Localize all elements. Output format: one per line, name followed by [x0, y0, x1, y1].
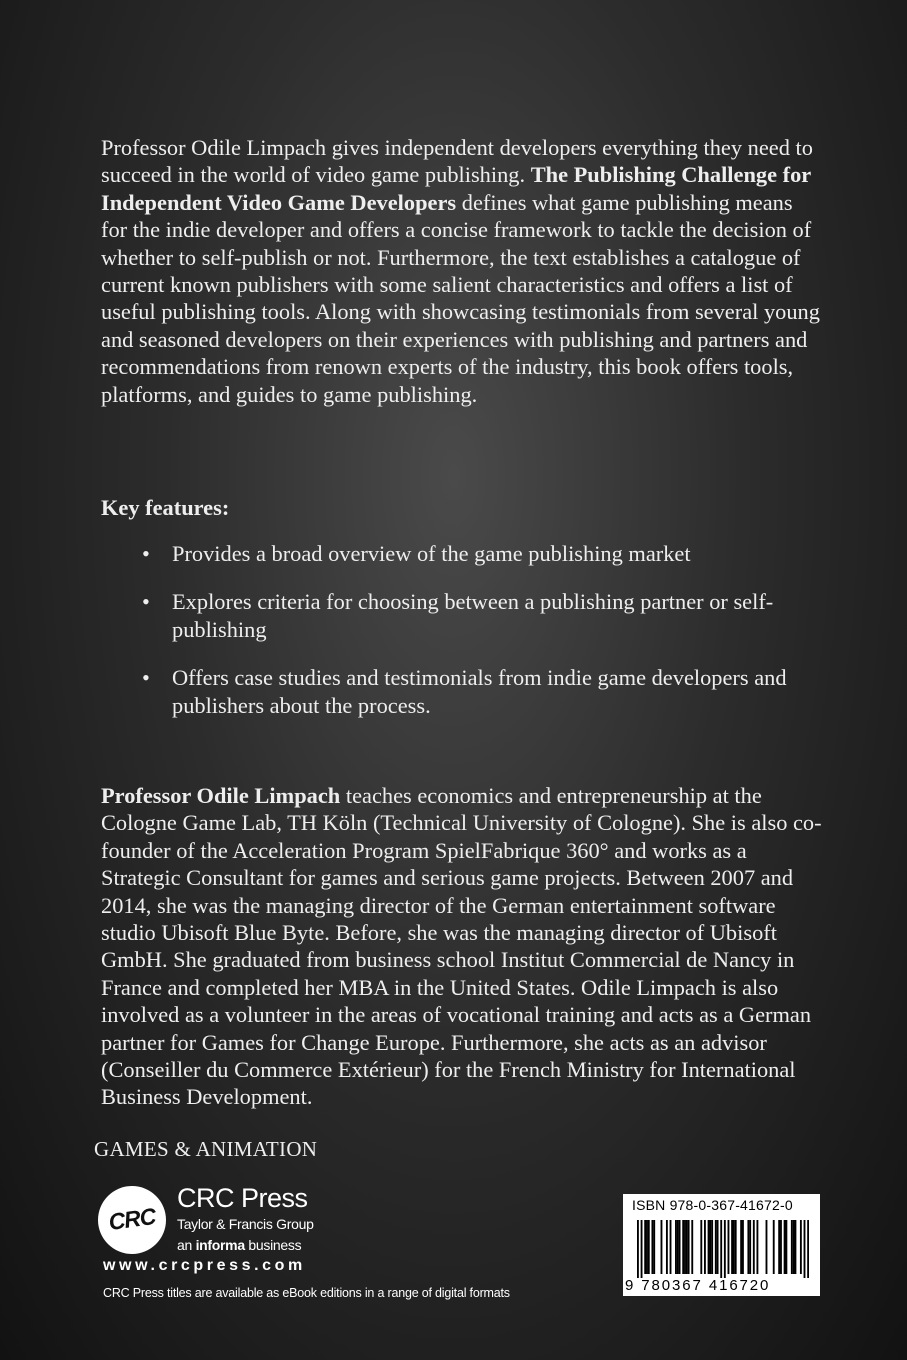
barcode-bar — [670, 1220, 672, 1274]
barcode-bar — [735, 1220, 737, 1274]
barcode-bar — [753, 1220, 755, 1274]
barcode-bar — [778, 1220, 780, 1274]
barcode-bar — [724, 1220, 726, 1278]
feature-text: Offers case studies and testimonials from indie game developers and publishers about the process. — [172, 665, 787, 718]
barcode-bar — [661, 1220, 663, 1274]
barcode-bar — [677, 1220, 679, 1274]
crc-logo — [98, 1186, 166, 1254]
barcode-bar — [686, 1220, 688, 1274]
barcode-bar — [807, 1220, 809, 1278]
barcode-bar — [795, 1220, 797, 1274]
barcode-bars — [637, 1220, 809, 1278]
book-title: The Publishing Challenge for Independent Video Game Developers — [101, 162, 811, 215]
barcode-bar — [684, 1220, 686, 1274]
list-item — [140, 664, 800, 719]
barcode-bar — [666, 1220, 668, 1274]
bullet-icon: • — [142, 541, 150, 566]
barcode-bar — [648, 1220, 650, 1274]
barcode-bar — [679, 1220, 681, 1274]
ebook-note: CRC Press titles are available as eBook editions in a range of digital formats — [103, 1286, 510, 1300]
logo-text: CRC — [106, 1202, 157, 1236]
barcode-bar — [800, 1220, 802, 1274]
bullet-icon: • — [142, 665, 150, 691]
publisher-website[interactable]: www.crcpress.com — [103, 1257, 306, 1274]
publisher-group: Taylor & Francis Group — [177, 1216, 314, 1232]
barcode-bar — [646, 1220, 648, 1274]
barcode-bar — [749, 1220, 751, 1274]
barcode-bar — [756, 1220, 758, 1274]
list-item — [140, 588, 800, 643]
barcode-bar — [715, 1220, 717, 1274]
isbn-label: ISBN 978-0-367-41672-0 — [632, 1197, 793, 1213]
category-label: GAMES & ANIMATION — [94, 1137, 318, 1161]
barcode-bar — [785, 1220, 787, 1274]
informa-line: an informa business — [177, 1237, 302, 1253]
barcode-bar — [766, 1220, 768, 1274]
blurb-rest: defines what game publishing means for the indie developer and offers a concise framework to tackle the decision of whether to self-publish or not. Furthermore, the text establishes a catalogue of current known publishers with some salient characteristics and offers a list of useful publishing tools. Along with showcasing testimonials from several young and seasoned developers on their experiences with publishing and partners and recommendations from renown experts of the industry, this book offers tools, platforms, and guides to game publishing. — [101, 189, 820, 407]
barcode-bar — [780, 1220, 782, 1274]
barcode-bar — [644, 1220, 646, 1274]
barcode-bar — [793, 1220, 795, 1274]
key-features-heading: Key features: — [101, 495, 230, 520]
blurb-intro: Professor Odile Limpach gives independent developers everything they need to succeed in the world of video game publishing. — [101, 135, 813, 188]
barcode-bar — [742, 1220, 744, 1274]
barcode-bar — [637, 1220, 639, 1278]
barcode-bar — [784, 1220, 786, 1274]
bullet-icon: • — [142, 589, 150, 615]
barcode-bar — [709, 1220, 711, 1274]
publisher-name: CRC Press — [177, 1183, 308, 1213]
barcode-bar — [641, 1220, 643, 1278]
key-features-list — [140, 540, 800, 740]
barcode-bar — [773, 1220, 775, 1274]
barcode-bar — [691, 1220, 693, 1274]
barcode-bar — [675, 1220, 677, 1274]
barcode-bar — [804, 1220, 806, 1278]
author-bio — [101, 782, 826, 1111]
barcode-bar — [651, 1220, 653, 1274]
barcode-bar — [708, 1220, 710, 1274]
barcode-bar — [717, 1220, 719, 1274]
author-name: Professor Odile Limpach — [101, 783, 341, 808]
barcode-bar — [653, 1220, 655, 1274]
barcode-bar — [704, 1220, 706, 1274]
barcode-bar — [688, 1220, 690, 1274]
blurb-paragraph — [101, 134, 821, 408]
feature-text: Provides a broad overview of the game publishing market — [172, 541, 691, 566]
barcode-bar — [791, 1220, 793, 1274]
barcode-bar — [720, 1220, 722, 1278]
barcode-bar — [728, 1220, 730, 1274]
barcode-panel — [623, 1194, 820, 1296]
barcode-bar — [700, 1220, 702, 1274]
barcode-bar — [731, 1220, 733, 1274]
barcode-bar — [711, 1220, 713, 1274]
feature-text: Explores criteria for choosing between a publishing partner or self-publishing — [172, 589, 774, 642]
list-item — [140, 540, 800, 567]
bio-text: teaches economics and entrepreneurship at the Cologne Game Lab, TH Köln (Technical University of Cologne). She is also co-founder of the Acceleration Program SpielFabrique 360° and works as a Strategic Consultant for games and serious game projects. Between 2007 and 2014, she was the managing director of the German entertainment software studio Ubisoft Blue Byte. Before, she was the managing director of Ubisoft GmbH. She graduated from business school Institut Commercial de Nancy in France and completed her MBA in the United States. Odile Limpach is also involved as a volunteer in the areas of vocational training and acts as a German partner for Games for Change Europe. Furthermore, she acts as an advisor (Conseiller du Commerce Extérieur) for the French Ministry for International Business Development. — [101, 783, 822, 1110]
barcode-bar — [682, 1220, 684, 1274]
barcode-bar — [740, 1220, 742, 1274]
barcode-bar — [747, 1220, 749, 1274]
barcode-digits: 9 780367 416720 — [625, 1277, 771, 1294]
barcode-bar — [733, 1220, 735, 1274]
